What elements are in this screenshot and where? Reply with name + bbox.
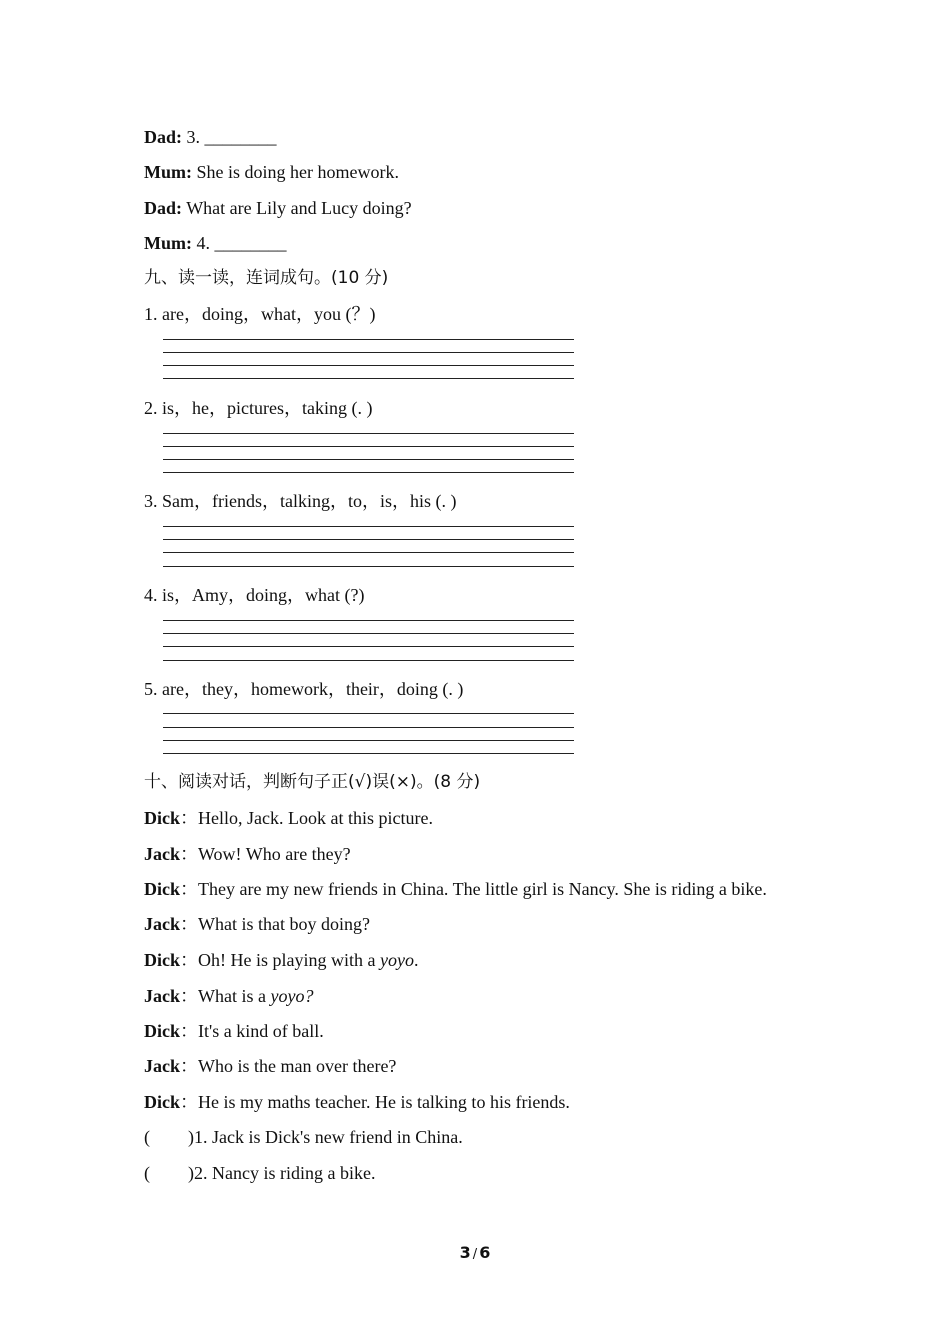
line-text: She is doing her homework.: [192, 162, 399, 182]
line-text: What are Lily and Lucy doing?: [182, 198, 412, 218]
writing-line: [163, 566, 574, 567]
writing-line: [163, 459, 574, 460]
dialogue-line: [144, 878, 767, 900]
speaker-separator: ：: [180, 879, 198, 899]
answer-bracket-open[interactable]: (: [144, 1127, 150, 1147]
line-text: Hello, Jack. Look at this picture.: [198, 808, 433, 828]
speaker: Jack: [144, 844, 180, 864]
dialogue-line: [144, 807, 433, 829]
speaker-separator: ：: [180, 914, 198, 934]
speaker: Jack: [144, 986, 180, 1006]
writing-line: [163, 352, 574, 353]
writing-line: [163, 620, 574, 621]
writing-line: [163, 646, 574, 647]
speaker: Dick: [144, 950, 180, 970]
writing-line: [163, 753, 574, 754]
speaker-separator: ：: [180, 986, 198, 1006]
speaker: Dick: [144, 879, 180, 899]
speaker-separator: ：: [180, 1021, 198, 1041]
speaker: Dick: [144, 1092, 180, 1112]
writing-line: [163, 660, 574, 661]
line-after: .: [413, 950, 419, 970]
line-italic: yoyo?: [270, 986, 314, 1006]
speaker-separator: ：: [180, 808, 198, 828]
judgement-text: 1. Jack is Dick's new friend in China.: [194, 1127, 463, 1147]
judgement-item: [144, 1126, 463, 1148]
line-text: It's a kind of ball.: [198, 1021, 324, 1041]
dialogue-line: [144, 913, 370, 935]
writing-line: [163, 446, 574, 447]
dialogue-line: [144, 126, 277, 148]
dialogue-line: [144, 843, 351, 865]
writing-line: [163, 727, 574, 728]
line-text: Oh! He is playing with a: [198, 950, 380, 970]
speaker: Dad:: [144, 127, 183, 147]
page-number: [0, 1243, 950, 1262]
section-heading-9: 九、读一读，连词成句。(10 分): [144, 268, 389, 288]
judgement-item: [144, 1162, 375, 1184]
dialogue-line: [144, 1020, 324, 1042]
line-text: He is my maths teacher. He is talking to his friends.: [198, 1092, 570, 1112]
judgement-text: 2. Nancy is riding a bike.: [194, 1163, 376, 1183]
page-separator: /: [472, 1247, 478, 1262]
current-page: 3: [459, 1243, 471, 1262]
question-item: 2. is，he，pictures，taking (. ): [144, 398, 373, 418]
line-text: 4. ________: [192, 233, 287, 253]
speaker: Jack: [144, 914, 180, 934]
speaker-separator: ：: [180, 844, 198, 864]
question-item: 3. Sam，friends，talking，to，is，his (. ): [144, 491, 457, 511]
writing-line: [163, 552, 574, 553]
dialogue-line: [144, 985, 313, 1007]
writing-line: [163, 633, 574, 634]
dialogue-line: [144, 232, 287, 254]
writing-line: [163, 713, 574, 714]
total-pages: 6: [479, 1243, 491, 1262]
speaker: Jack: [144, 1056, 180, 1076]
question-item: 4. is，Amy，doing，what (?): [144, 585, 365, 605]
question-item: 5. are，they，homework，their，doing (. ): [144, 679, 464, 699]
dialogue-line: [144, 1091, 570, 1113]
writing-line: [163, 740, 574, 741]
answer-bracket-close: ): [188, 1163, 194, 1183]
speaker: Mum:: [144, 233, 192, 253]
speaker: Dick: [144, 808, 180, 828]
speaker-separator: ：: [180, 1092, 198, 1112]
speaker-separator: ：: [180, 950, 198, 970]
writing-line: [163, 365, 574, 366]
answer-bracket-close: ): [188, 1127, 194, 1147]
writing-line: [163, 526, 574, 527]
dialogue-line: [144, 1055, 396, 1077]
writing-line: [163, 539, 574, 540]
speaker: Dad:: [144, 198, 183, 218]
answer-bracket-open[interactable]: (: [144, 1163, 150, 1183]
dialogue-line: [144, 949, 418, 971]
line-text: What is a: [198, 986, 271, 1006]
dialogue-line: [144, 197, 412, 219]
line-text: Who is the man over there?: [198, 1056, 397, 1076]
question-item: 1. are，doing，what，you (？): [144, 304, 376, 324]
section-heading-10: 十、阅读对话，判断句子正(√)误(×)。(8 分): [144, 772, 481, 792]
speaker: Dick: [144, 1021, 180, 1041]
line-italic: yoyo: [379, 950, 414, 970]
line-text: What is that boy doing?: [198, 914, 370, 934]
writing-line: [163, 472, 574, 473]
writing-line: [163, 433, 574, 434]
speaker: Mum:: [144, 162, 192, 182]
speaker-separator: ：: [180, 1056, 198, 1076]
writing-line: [163, 378, 574, 379]
line-text: Wow! Who are they?: [198, 844, 351, 864]
dialogue-line: [144, 161, 399, 183]
line-text: 3. ________: [182, 127, 277, 147]
writing-line: [163, 339, 574, 340]
line-text: They are my new friends in China. The little girl is Nancy. She is riding a bike.: [198, 879, 767, 899]
